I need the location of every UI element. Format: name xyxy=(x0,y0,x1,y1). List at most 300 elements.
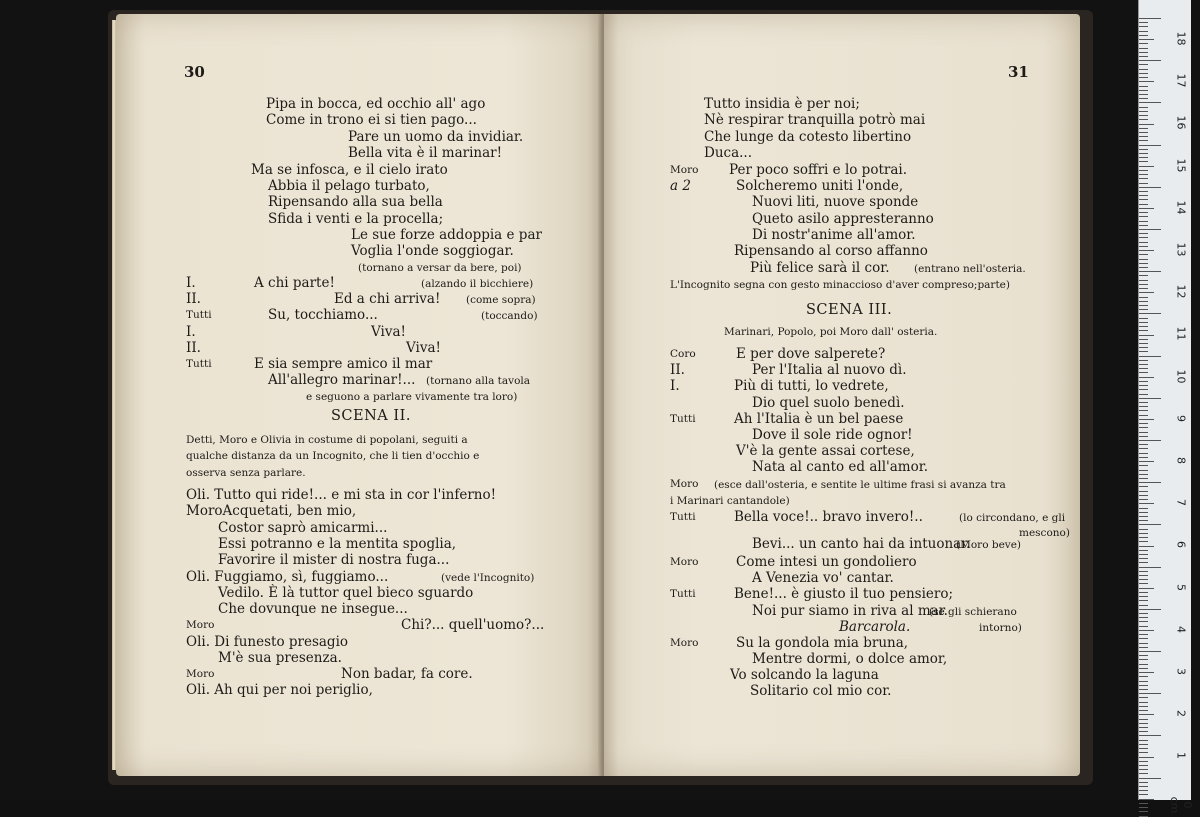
ruler-tick xyxy=(1139,174,1148,175)
text-line: mescono) xyxy=(1019,527,1070,539)
ruler-tick xyxy=(1139,351,1148,352)
ruler-tick xyxy=(1139,470,1148,471)
text-line: Più felice sarà il cor. xyxy=(750,260,890,276)
ruler-tick xyxy=(1139,647,1148,648)
ruler-tick xyxy=(1139,681,1148,682)
ruler-tick xyxy=(1139,461,1154,462)
ruler-number: 6 xyxy=(1174,541,1188,549)
text-line: L'Incognito segna con gesto minaccioso d'aver compreso;parte) xyxy=(670,279,1010,291)
text-line: Dio quel suolo benedì. xyxy=(752,395,905,411)
ruler-tick xyxy=(1139,221,1148,222)
ruler-tick xyxy=(1139,423,1148,424)
ruler-tick xyxy=(1139,634,1148,635)
ruler-number: 2 xyxy=(1174,710,1188,718)
text-line: osserva senza parlare. xyxy=(186,467,306,479)
ruler-tick xyxy=(1139,697,1148,698)
ruler-tick xyxy=(1139,693,1161,694)
ruler-tick xyxy=(1139,524,1161,525)
ruler-tick xyxy=(1139,706,1148,707)
page-number-right: 31 xyxy=(1008,63,1029,81)
text-line: Che dovunque ne insegue... xyxy=(218,601,408,617)
text-line: I. xyxy=(186,324,196,340)
text-line: Costor saprò amicarmi... xyxy=(218,520,388,536)
measuring-ruler xyxy=(1138,0,1194,813)
ruler-tick xyxy=(1139,145,1161,146)
ruler-tick xyxy=(1139,740,1148,741)
text-line: II. xyxy=(186,340,201,356)
ruler-tick xyxy=(1139,769,1148,770)
ruler-tick xyxy=(1139,554,1148,555)
ruler-tick xyxy=(1139,275,1148,276)
ruler-tick xyxy=(1139,288,1148,289)
ruler-tick xyxy=(1139,107,1148,108)
ruler-tick xyxy=(1139,719,1148,720)
ruler-tick xyxy=(1139,803,1148,804)
ruler-tick xyxy=(1139,440,1161,441)
text-line: Queto asilo appresteranno xyxy=(752,211,934,227)
text-line: (esce dall'osteria, e sentite le ultime frasi si avanza tra xyxy=(714,479,1006,491)
ruler-tick xyxy=(1139,453,1148,454)
text-line: Duca... xyxy=(704,145,753,161)
ruler-tick xyxy=(1139,313,1161,314)
ruler-tick xyxy=(1139,377,1154,378)
ruler-tick xyxy=(1139,191,1148,192)
text-line: Pare un uomo da invidiar. xyxy=(348,129,524,145)
text-line: Nè respirar tranquilla potrò mai xyxy=(704,112,926,128)
ruler-tick xyxy=(1139,474,1148,475)
ruler-tick xyxy=(1139,761,1148,762)
text-line: (alzando il bicchiere) xyxy=(421,278,534,290)
ruler-tick xyxy=(1139,529,1148,530)
ruler-number: 17 xyxy=(1174,73,1188,88)
ruler-tick xyxy=(1139,503,1154,504)
ruler-tick xyxy=(1139,242,1148,243)
text-line: I. xyxy=(186,275,196,291)
text-line: Bevi... un canto hai da intuonar. xyxy=(752,536,971,552)
ruler-tick xyxy=(1139,250,1154,251)
text-line: Mentre dormi, o dolce amor, xyxy=(752,651,948,667)
ruler-tick xyxy=(1139,394,1148,395)
text-line: II. xyxy=(670,362,685,378)
ruler-tick xyxy=(1139,330,1148,331)
text-line: Oli. Tutto qui ride!... e mi sta in cor l'inferno! xyxy=(186,487,497,503)
text-line: Nata al canto ed all'amor. xyxy=(752,459,928,475)
text-line: A chi parte! xyxy=(254,275,335,291)
ruler-tick xyxy=(1139,685,1148,686)
text-line: Pipa in bocca, ed occhio all' ago xyxy=(266,96,486,112)
ruler-number: 9 xyxy=(1174,414,1188,422)
ruler-number: 15 xyxy=(1174,158,1188,173)
ruler-tick xyxy=(1139,605,1148,606)
text-line: Su, tocchiamo... xyxy=(268,307,378,323)
ruler-tick xyxy=(1139,86,1148,87)
ruler-tick xyxy=(1139,178,1148,179)
ruler-tick xyxy=(1139,18,1161,19)
text-line: Tutti xyxy=(186,358,212,370)
text-line: E sia sempre amico il mar xyxy=(254,356,433,372)
text-line: Come in trono ei si tien pago... xyxy=(266,112,477,128)
ruler-tick xyxy=(1139,233,1148,234)
text-line: (entrano nell'osteria. xyxy=(914,263,1026,275)
text-line: V'è la gente assai cortese, xyxy=(736,443,915,459)
ruler-tick xyxy=(1139,520,1148,521)
ruler-tick xyxy=(1139,744,1148,745)
ruler-tick xyxy=(1139,448,1148,449)
ruler-tick xyxy=(1139,427,1148,428)
ruler-tick xyxy=(1139,60,1161,61)
ruler-number: 16 xyxy=(1174,115,1188,130)
text-line: Voglia l'onde soggiogar. xyxy=(351,243,514,259)
text-line: (tornano a versar da bere, poi) xyxy=(358,262,522,274)
ruler-tick xyxy=(1139,216,1148,217)
text-line: Coro xyxy=(670,348,696,360)
text-line: Bella voce!.. bravo invero!.. xyxy=(734,509,923,525)
ruler-tick xyxy=(1139,35,1148,36)
ruler-number: 1 xyxy=(1174,752,1188,760)
text-line: MoroAcquetati, ben mio, xyxy=(186,503,357,519)
ruler-tick xyxy=(1139,347,1148,348)
ruler-tick xyxy=(1139,651,1161,652)
ruler-tick xyxy=(1139,161,1148,162)
text-line: Che lunge da cotesto libertino xyxy=(704,129,912,145)
ruler-tick xyxy=(1139,271,1161,272)
text-line: Solitario col mio cor. xyxy=(750,683,892,699)
text-line: Oli. Di funesto presagio xyxy=(186,634,349,650)
ruler-tick xyxy=(1139,204,1148,205)
ruler-tick xyxy=(1139,773,1148,774)
text-line: I. xyxy=(670,378,680,394)
ruler-tick xyxy=(1139,486,1148,487)
text-line: i Marinari cantandole) xyxy=(670,495,790,507)
text-line: a 2 xyxy=(670,178,691,194)
ruler-tick xyxy=(1139,617,1148,618)
ruler-tick xyxy=(1139,124,1154,125)
ruler-tick xyxy=(1139,638,1148,639)
text-line: SCENA II. xyxy=(331,408,411,424)
ruler-tick xyxy=(1139,140,1148,141)
ruler-tick xyxy=(1139,689,1148,690)
text-line: Vo solcando la laguna xyxy=(730,667,879,683)
text-line: (lo circondano, e gli xyxy=(959,512,1066,524)
text-line: Marinari, Popolo, poi Moro dall' osteria. xyxy=(724,326,938,338)
ruler-tick xyxy=(1139,199,1148,200)
ruler-tick xyxy=(1139,714,1154,715)
ruler-tick xyxy=(1139,702,1148,703)
text-line: (vede l'Incognito) xyxy=(441,572,535,584)
ruler-tick xyxy=(1139,254,1148,255)
text-line: Moro xyxy=(670,164,699,176)
page-number-left: 30 xyxy=(184,63,205,81)
ruler-tick xyxy=(1139,398,1161,399)
ruler-tick xyxy=(1139,229,1161,230)
text-line: (se gli schierano xyxy=(929,606,1017,618)
text-line: Viva! xyxy=(371,324,406,340)
ruler-number: 11 xyxy=(1174,326,1188,341)
ruler-number: 4 xyxy=(1174,625,1188,633)
text-line: II. xyxy=(186,291,201,307)
ruler-tick xyxy=(1139,187,1161,188)
ruler-tick xyxy=(1139,22,1148,23)
ruler-tick xyxy=(1139,550,1148,551)
ruler-tick xyxy=(1139,368,1148,369)
ruler-tick xyxy=(1139,73,1148,74)
ruler-tick xyxy=(1139,790,1148,791)
ruler-tick xyxy=(1139,811,1148,812)
ruler-tick xyxy=(1139,465,1148,466)
ruler-tick xyxy=(1139,69,1148,70)
text-line: Ed a chi arriva! xyxy=(334,291,441,307)
text-line: Oli. Ah qui per noi periglio, xyxy=(186,682,373,698)
ruler-tick xyxy=(1139,195,1148,196)
text-line: SCENA III. xyxy=(806,302,893,318)
ruler-tick xyxy=(1139,621,1148,622)
ruler-tick xyxy=(1139,39,1154,40)
ruler-tick xyxy=(1139,757,1154,758)
text-line: Tutto insidia è per noi; xyxy=(704,96,860,112)
text-line: Ripensando al corso affanno xyxy=(734,243,928,259)
ruler-tick xyxy=(1139,318,1148,319)
ruler-tick xyxy=(1139,212,1148,213)
text-line: Di nostr'anime all'amor. xyxy=(752,227,916,243)
text-line: qualche distanza da un Incognito, che li tien d'occhio e xyxy=(186,450,480,462)
ruler-tick xyxy=(1139,786,1148,787)
ruler-number: 14 xyxy=(1174,200,1188,215)
text-line: Tutti xyxy=(670,511,696,523)
ruler-tick xyxy=(1139,77,1148,78)
ruler-tick xyxy=(1139,305,1148,306)
ruler-tick xyxy=(1139,43,1148,44)
ruler-tick xyxy=(1139,31,1148,32)
ruler-tick xyxy=(1139,237,1148,238)
text-line: Viva! xyxy=(406,340,441,356)
ruler-tick xyxy=(1139,81,1154,82)
ruler-tick xyxy=(1139,516,1148,517)
text-line: e seguono a parlare vivamente tra loro) xyxy=(306,391,518,403)
ruler-tick xyxy=(1139,119,1148,120)
ruler-tick xyxy=(1139,115,1148,116)
ruler-tick xyxy=(1139,52,1148,53)
text-line: Più di tutti, lo vedrete, xyxy=(734,378,889,394)
ruler-tick xyxy=(1139,166,1154,167)
text-line: (come sopra) xyxy=(466,294,536,306)
ruler-tick xyxy=(1139,782,1148,783)
ruler-tick xyxy=(1139,748,1148,749)
ruler-tick xyxy=(1139,659,1148,660)
ruler-tick xyxy=(1139,301,1148,302)
ruler-tick xyxy=(1139,765,1148,766)
ruler-tick xyxy=(1139,816,1148,817)
ruler-tick xyxy=(1139,588,1154,589)
text-line: Noi pur siamo in riva al mar. xyxy=(752,603,948,619)
ruler-tick xyxy=(1139,153,1148,154)
ruler-number: 7 xyxy=(1174,499,1188,507)
text-line: Moro xyxy=(670,556,699,568)
ruler-tick xyxy=(1139,360,1148,361)
ruler-tick xyxy=(1139,478,1148,479)
text-line: Come intesi un gondoliero xyxy=(736,554,917,570)
text-line: Bella vita è il marinar! xyxy=(348,145,503,161)
ruler-tick xyxy=(1139,389,1148,390)
text-line: Su la gondola mia bruna, xyxy=(736,635,909,651)
ruler-tick xyxy=(1139,64,1148,65)
left-page xyxy=(116,14,602,776)
text-line: (Moro beve) xyxy=(956,539,1022,551)
ruler-tick xyxy=(1139,170,1148,171)
text-line: Moro xyxy=(186,668,215,680)
text-line: Moro xyxy=(670,637,699,649)
ruler-number: 10 xyxy=(1174,369,1188,384)
ruler-number: 12 xyxy=(1174,284,1188,299)
ruler-tick xyxy=(1139,98,1148,99)
ruler-tick xyxy=(1139,385,1148,386)
ruler-tick xyxy=(1139,499,1148,500)
ruler-tick xyxy=(1139,676,1148,677)
text-line: Chi?... quell'uomo?... xyxy=(401,617,545,633)
ruler-tick xyxy=(1139,356,1161,357)
ruler-tick xyxy=(1139,419,1154,420)
ruler-tick xyxy=(1139,562,1148,563)
ruler-tick xyxy=(1139,415,1148,416)
ruler-tick xyxy=(1139,183,1148,184)
ruler-tick xyxy=(1139,381,1148,382)
text-line: Moro xyxy=(186,619,215,631)
ruler-tick xyxy=(1139,541,1148,542)
ruler-tick xyxy=(1139,546,1154,547)
text-line: (tornano alla tavola xyxy=(426,375,531,387)
ruler-tick xyxy=(1139,626,1148,627)
ruler-tick xyxy=(1139,668,1148,669)
ruler-tick xyxy=(1139,259,1148,260)
ruler-tick xyxy=(1139,655,1148,656)
ruler-tick xyxy=(1139,436,1148,437)
ruler-tick xyxy=(1139,672,1154,673)
ruler-tick xyxy=(1139,56,1148,57)
ruler-tick xyxy=(1139,263,1148,264)
ruler-tick xyxy=(1139,630,1154,631)
text-line: Non badar, fa core. xyxy=(341,666,473,682)
ruler-tick xyxy=(1139,794,1148,795)
ruler-tick xyxy=(1139,225,1148,226)
ruler-tick xyxy=(1139,26,1148,27)
ruler-tick xyxy=(1139,149,1148,150)
text-line: Essi potranno e la mentita spoglia, xyxy=(218,536,457,552)
text-line: Bene!... è giusto il tuo pensiero; xyxy=(734,586,954,602)
ruler-tick xyxy=(1139,778,1161,779)
ruler-tick xyxy=(1139,575,1148,576)
text-line: (toccando) xyxy=(481,310,538,322)
ruler-number: 18 xyxy=(1174,31,1188,46)
text-line: Favorire il mister di nostra fuga... xyxy=(218,552,450,568)
ruler-tick xyxy=(1139,609,1161,610)
text-line: Tutti xyxy=(670,588,696,600)
ruler-tick xyxy=(1139,596,1148,597)
ruler-tick xyxy=(1139,643,1148,644)
ruler-tick xyxy=(1139,444,1148,445)
ruler-tick xyxy=(1139,613,1148,614)
ruler-tick xyxy=(1139,491,1148,492)
ruler-tick xyxy=(1139,111,1148,112)
ruler-tick xyxy=(1139,410,1148,411)
ruler-tick xyxy=(1139,267,1148,268)
ruler-tick xyxy=(1139,48,1148,49)
ruler-tick xyxy=(1139,495,1148,496)
text-line: Moro xyxy=(670,478,699,490)
text-line: M'è sua presenza. xyxy=(218,650,342,666)
text-line: Detti, Moro e Olivia in costume di popolani, seguiti a xyxy=(186,434,468,446)
ruler-tick xyxy=(1139,343,1148,344)
text-line: Dove il sole ride ognor! xyxy=(752,427,913,443)
ruler-tick xyxy=(1139,280,1148,281)
ruler-tick xyxy=(1139,284,1148,285)
ruler-tick xyxy=(1139,208,1154,209)
text-line: Solcheremo uniti l'onde, xyxy=(736,178,904,194)
ruler-tick xyxy=(1139,592,1148,593)
ruler-tick xyxy=(1139,432,1148,433)
ruler-tick xyxy=(1139,508,1148,509)
ruler-tick xyxy=(1139,157,1148,158)
ruler-tick xyxy=(1139,710,1148,711)
ruler-tick xyxy=(1139,136,1148,137)
text-line: Barcarola. xyxy=(839,619,911,635)
ruler-tick xyxy=(1139,457,1148,458)
ruler-tick xyxy=(1139,94,1148,95)
text-line: Ripensando alla sua bella xyxy=(268,194,443,210)
ruler-tick xyxy=(1139,326,1148,327)
ruler-tick xyxy=(1139,335,1154,336)
ruler-number: 5 xyxy=(1174,583,1188,591)
ruler-tick xyxy=(1139,406,1148,407)
ruler-tick xyxy=(1139,297,1148,298)
ruler-number: 0 cm xyxy=(1168,796,1194,813)
ruler-tick xyxy=(1139,246,1148,247)
ruler-tick xyxy=(1139,402,1148,403)
ruler-tick xyxy=(1139,90,1148,91)
ruler-tick xyxy=(1139,533,1148,534)
ruler-tick xyxy=(1139,322,1148,323)
text-line: E per dove salperete? xyxy=(736,346,886,362)
text-line: Abbia il pelago turbato, xyxy=(268,178,430,194)
ruler-tick xyxy=(1139,567,1161,568)
ruler-tick xyxy=(1139,807,1148,808)
right-page xyxy=(604,14,1080,776)
text-line: intorno) xyxy=(979,622,1022,634)
ruler-tick xyxy=(1139,339,1148,340)
ruler-tick xyxy=(1139,735,1161,736)
text-line: Vedilo. È là tuttor quel bieco sguardo xyxy=(218,585,474,601)
text-line: Ma se infosca, e il cielo irato xyxy=(251,162,448,178)
text-line: Nuovi liti, nuove sponde xyxy=(752,194,919,210)
text-line: A Venezia vo' cantar. xyxy=(752,570,894,586)
ruler-tick xyxy=(1139,309,1148,310)
ruler-tick xyxy=(1139,372,1148,373)
text-line: Sfida i venti e la procella; xyxy=(268,211,444,227)
ruler-tick xyxy=(1139,727,1148,728)
text-line: Per poco soffri e lo potrai. xyxy=(729,162,907,178)
text-line: Oli. Fuggiamo, sì, fuggiamo... xyxy=(186,569,389,585)
ruler-number: 13 xyxy=(1174,242,1188,257)
ruler-tick xyxy=(1139,512,1148,513)
ruler-number: 3 xyxy=(1174,668,1188,675)
ruler-tick xyxy=(1139,537,1148,538)
ruler-tick xyxy=(1139,292,1154,293)
ruler-tick xyxy=(1139,723,1148,724)
text-line: All'allegro marinar!... xyxy=(268,372,416,388)
text-line: Le sue forze addoppia e par xyxy=(351,227,542,243)
ruler-number: 8 xyxy=(1174,457,1188,464)
ruler-tick xyxy=(1139,132,1148,133)
ruler-tick xyxy=(1139,600,1148,601)
text-line: Ah l'Italia è un bel paese xyxy=(734,411,904,427)
